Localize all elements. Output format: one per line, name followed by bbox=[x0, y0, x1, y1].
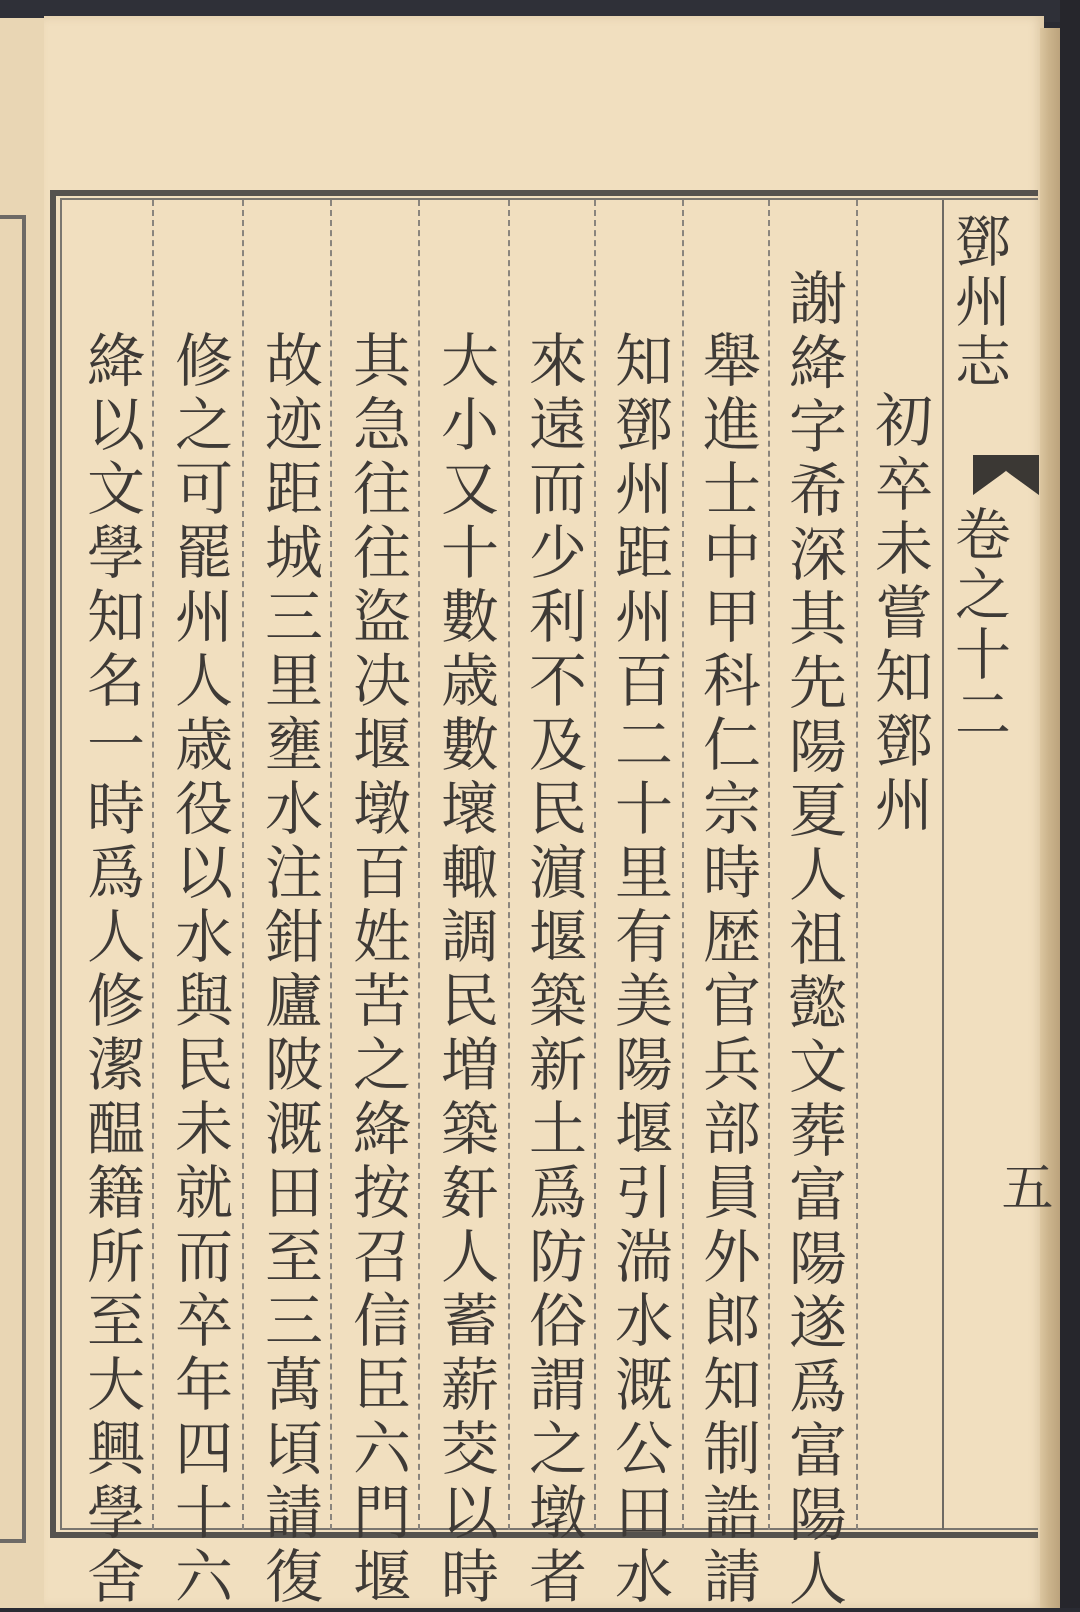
text-column-2: 謝絳字希深其先陽夏人祖懿文葬富陽遂爲富陽人 bbox=[779, 268, 847, 1612]
center-fold-rule bbox=[942, 200, 944, 1530]
column-rule bbox=[330, 200, 332, 1530]
column-rule bbox=[508, 200, 510, 1530]
book-title: 鄧州志 bbox=[946, 212, 1011, 392]
column-rule bbox=[594, 200, 596, 1530]
text-column-10: 絳以文學知名一時爲人修潔醖籍所至大興學舍 bbox=[77, 330, 145, 1610]
page-number: 五 bbox=[992, 1160, 1052, 1212]
column-rule bbox=[768, 200, 770, 1530]
text-column-1: 初卒未嘗知鄧州 bbox=[865, 390, 933, 838]
column-rule bbox=[242, 200, 244, 1530]
text-column-9: 修之可罷州人歳役以水與民未就而卒年四十六 bbox=[165, 330, 233, 1610]
volume-label: 卷之十二 bbox=[946, 505, 1011, 745]
leaf-edge bbox=[1040, 28, 1062, 1608]
text-column-4: 知鄧州距州百二十里有美陽堰引湍水溉公田水 bbox=[605, 330, 673, 1610]
text-column-7: 其急往往盜决堰墩百姓苦之絳按召信臣六門堰 bbox=[343, 330, 411, 1610]
right-background bbox=[1060, 0, 1080, 1608]
column-rule bbox=[418, 200, 420, 1530]
text-column-5: 來遠而少利不及民濵堰築新土爲防俗謂之墩者 bbox=[519, 330, 587, 1610]
previous-leaf-frame bbox=[0, 215, 26, 1543]
column-rule bbox=[856, 200, 858, 1530]
column-rule bbox=[152, 200, 154, 1530]
column-rule bbox=[682, 200, 684, 1530]
text-column-8: 故迹距城三里壅水注鉗廬陂溉田至三萬頃請復 bbox=[255, 330, 323, 1610]
text-column-3: 舉進士中甲科仁宗時歴官兵部員外郎知制誥請 bbox=[693, 330, 761, 1610]
text-column-6: 大小又十數歳數壞輙調民増築姧人蓄薪茭以時 bbox=[431, 330, 499, 1610]
